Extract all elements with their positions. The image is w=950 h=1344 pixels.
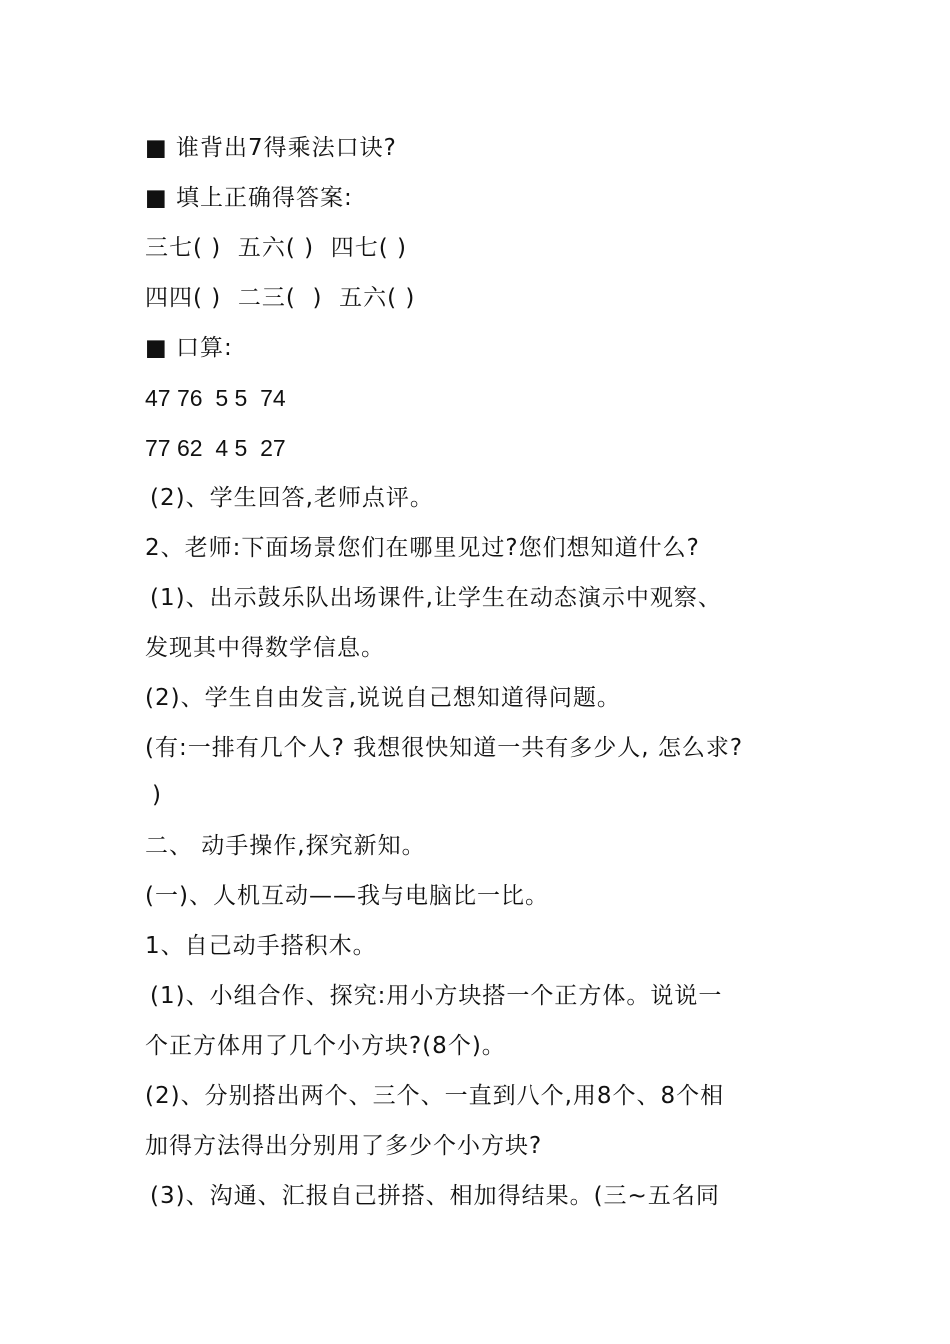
text-line: ■ 谁背出7得乘法口诀? bbox=[145, 135, 397, 161]
text-line: 发现其中得数学信息。 bbox=[145, 635, 385, 661]
text-line: 二、 动手操作,探究新知。 bbox=[145, 833, 426, 859]
text-line: ) bbox=[152, 782, 162, 808]
text-line: ■ 口算: bbox=[145, 335, 233, 361]
text-line: 四四( ) 二三( ) 五六( ) bbox=[145, 285, 416, 311]
text-line: 2、老师:下面场景您们在哪里见过?您们想知道什么? bbox=[145, 535, 700, 561]
text-line: 77 62 4 5 27 bbox=[145, 435, 286, 461]
text-line: 加得方法得出分别用了多少个小方块? bbox=[145, 1133, 543, 1159]
text-line: 三七( ) 五六( ) 四七( ) bbox=[145, 235, 408, 261]
text-line: (3)、沟通、汇报自己拼搭、相加得结果。(三~五名同 bbox=[150, 1183, 720, 1209]
text-line: ■ 填上正确得答案: bbox=[145, 185, 353, 211]
text-line: (2)、学生回答,老师点评。 bbox=[150, 485, 434, 511]
text-line: (一)、人机互动——我与电脑比一比。 bbox=[145, 883, 549, 909]
text-line: (1)、小组合作、探究:用小方块搭一个正方体。说说一 bbox=[150, 983, 723, 1009]
text-line: 1、自己动手搭积木。 bbox=[145, 933, 377, 959]
text-line: (2)、学生自由发言,说说自己想知道得问题。 bbox=[145, 685, 621, 711]
text-line: 47 76 5 5 74 bbox=[145, 385, 286, 411]
text-line: (2)、分别搭出两个、三个、一直到八个,用8个、8个相 bbox=[145, 1083, 725, 1109]
text-line: (有:一排有几个人? 我想很快知道一共有多少人, 怎么求? bbox=[145, 735, 744, 761]
text-line: 个正方体用了几个小方块?(8个)。 bbox=[145, 1033, 506, 1059]
text-line: (1)、出示鼓乐队出场课件,让学生在动态演示中观察、 bbox=[150, 585, 722, 611]
